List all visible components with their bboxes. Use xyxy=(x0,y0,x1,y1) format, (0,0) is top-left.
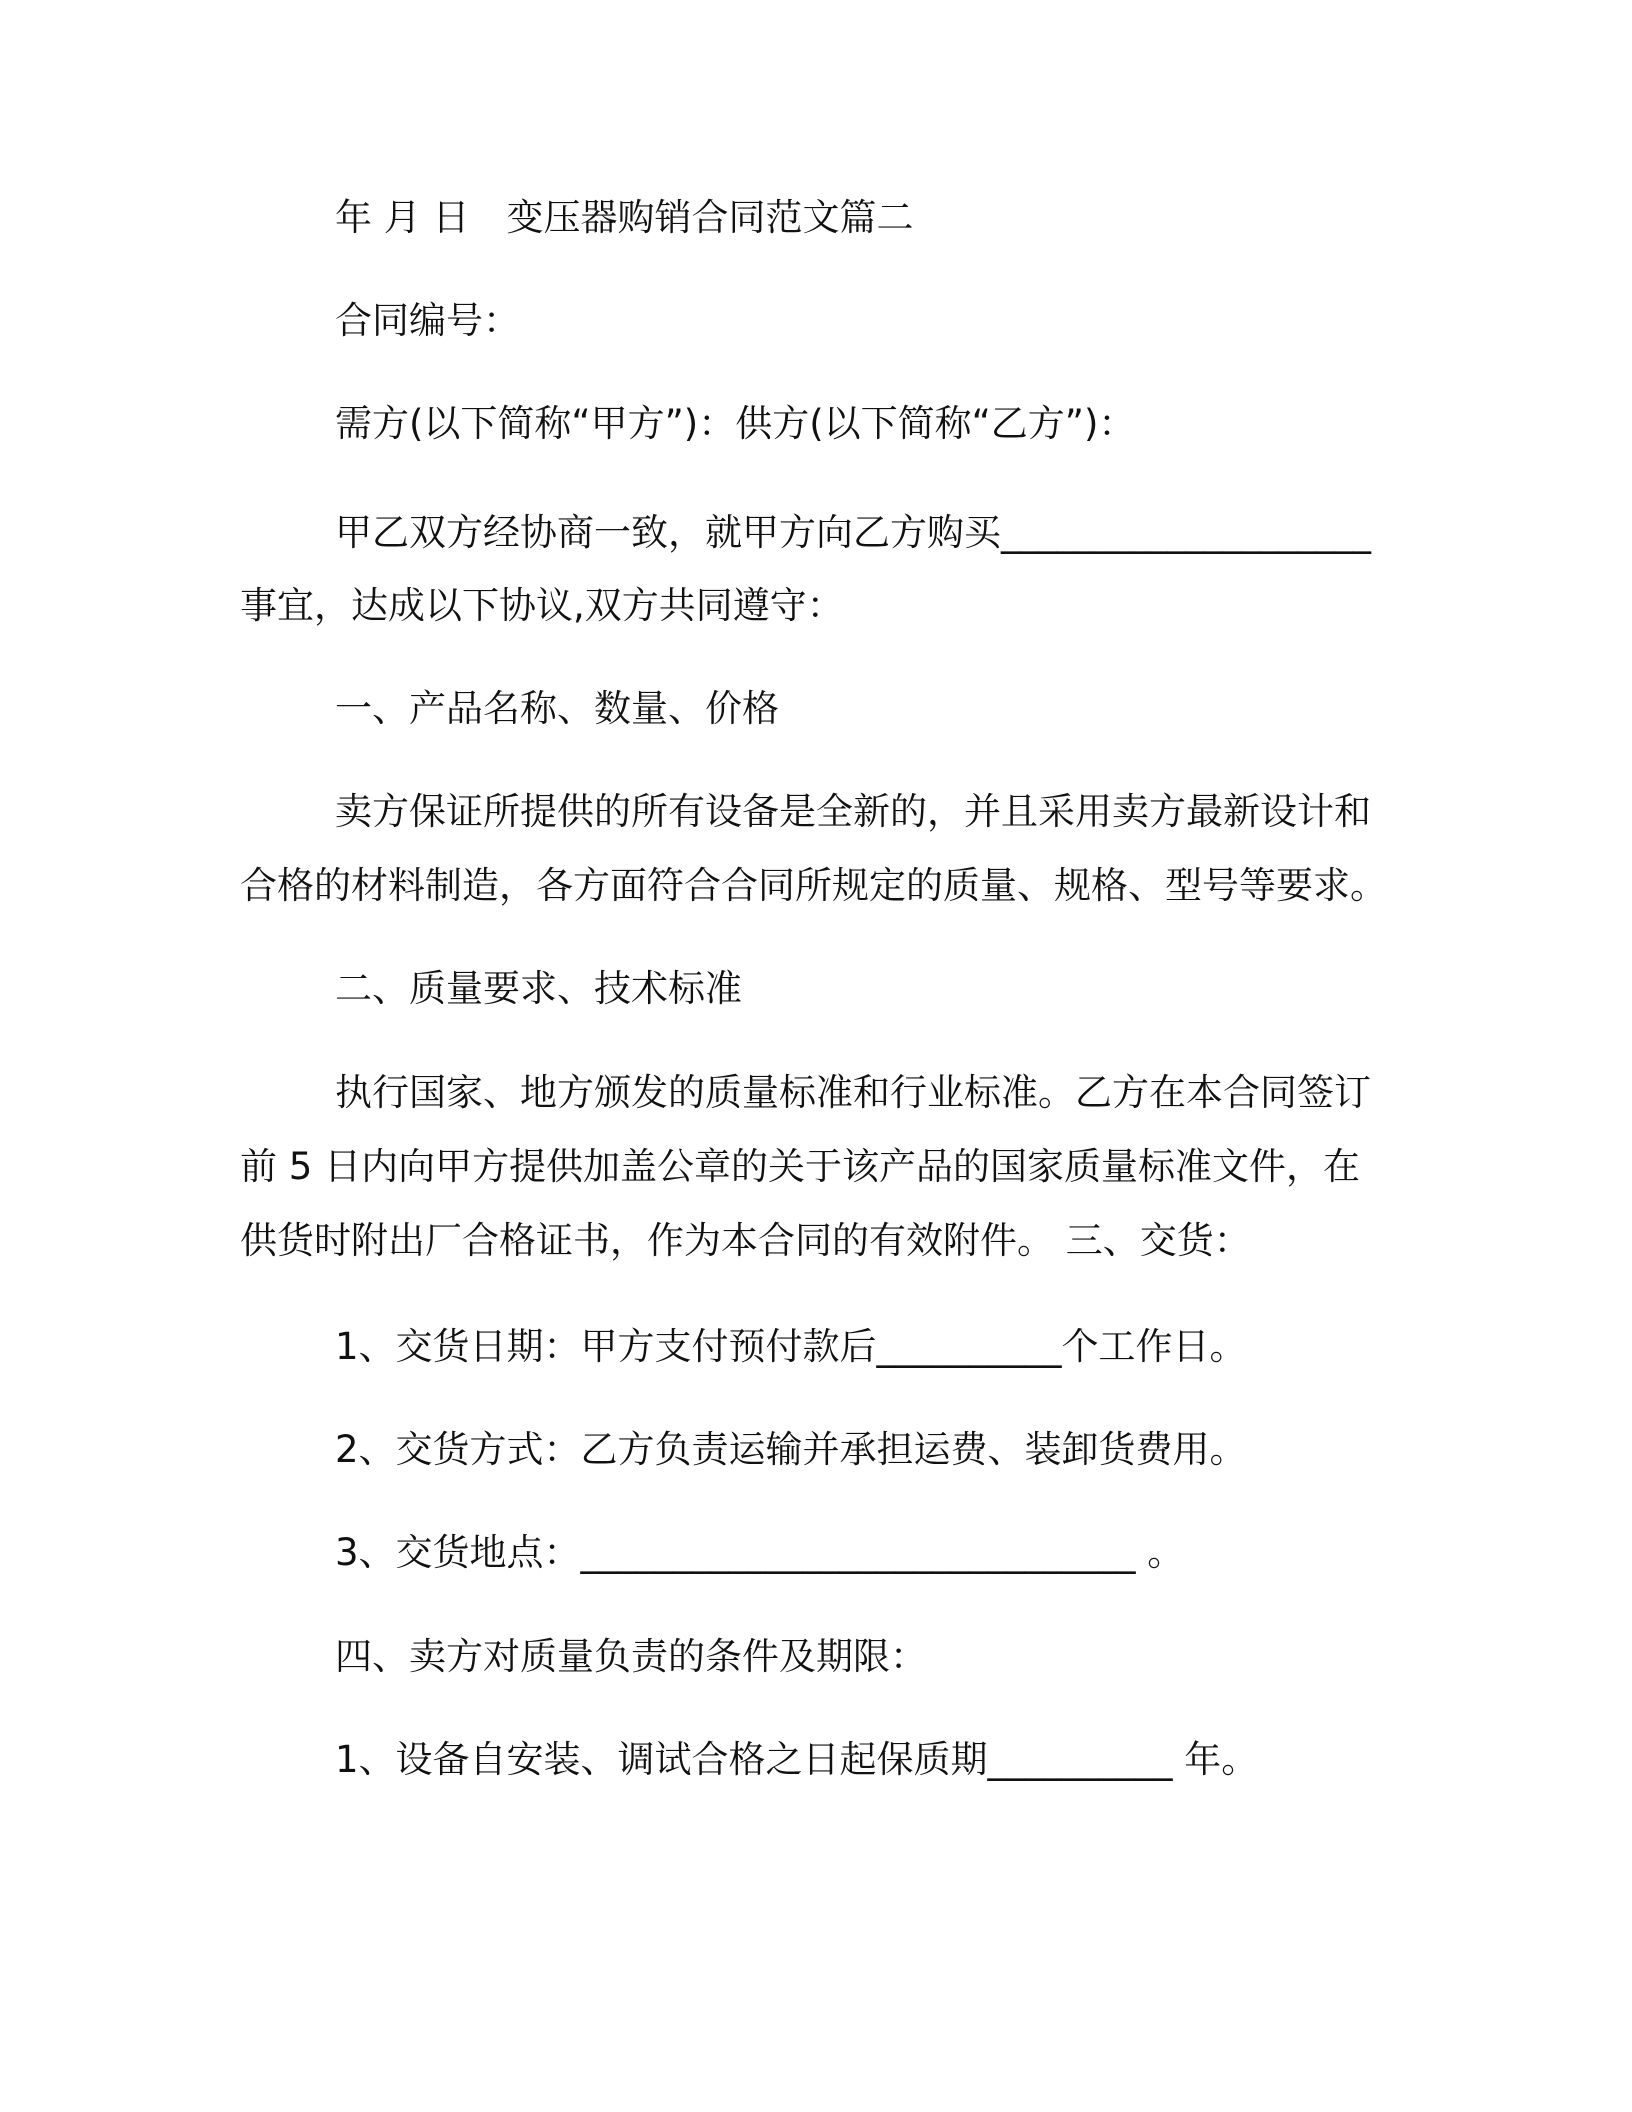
doc-line-warranty: 1、设备自安装、调试合格之日起保质期__________ 年。 xyxy=(335,1738,1259,1781)
doc-line-section-1-text-2: 合格的材料制造，各方面符合合同所规定的质量、规格、型号等要求。 xyxy=(240,864,1387,907)
doc-line-section-2-text-1: 执行国家、地方颁发的质量标准和行业标准。乙方在本合同签订 xyxy=(335,1071,1371,1114)
doc-line-parties: 需方(以下简称“甲方”)：供方(以下简称“乙方”)： xyxy=(335,402,1136,445)
doc-line-section-1-text-1: 卖方保证所提供的所有设备是全新的，并且采用卖方最新设计和 xyxy=(335,790,1371,833)
doc-line-contract-number: 合同编号： xyxy=(335,299,520,342)
doc-line-title: 年 月 日 变压器购销合同范文篇二 xyxy=(335,196,914,239)
doc-line-section-2-heading: 二、质量要求、技术标准 xyxy=(335,967,742,1010)
doc-line-section-4-heading: 四、卖方对质量负责的条件及期限： xyxy=(335,1635,927,1678)
doc-line-delivery-method: 2、交货方式：乙方负责运输并承担运费、装卸货费用。 xyxy=(335,1428,1247,1471)
doc-line-delivery-date: 1、交货日期：甲方支付预付款后__________个工作日。 xyxy=(335,1325,1247,1368)
doc-line-section-2-text-2: 前 5 日内向甲方提供加盖公章的关于该产品的国家质量标准文件，在 xyxy=(240,1145,1361,1188)
doc-line-section-1-heading: 一、产品名称、数量、价格 xyxy=(335,687,779,730)
doc-line-section-2-text-3: 供货时附出厂合格证书，作为本合同的有效附件。 三、交货： xyxy=(240,1219,1251,1262)
doc-line-intro-2: 事宜，达成以下协议,双方共同遵守： xyxy=(240,584,844,627)
doc-line-intro-1: 甲乙双方经协商一致，就甲方向乙方购买____________________ xyxy=(335,511,1371,554)
doc-line-delivery-location: 3、交货地点：______________________________ 。 xyxy=(335,1531,1185,1574)
